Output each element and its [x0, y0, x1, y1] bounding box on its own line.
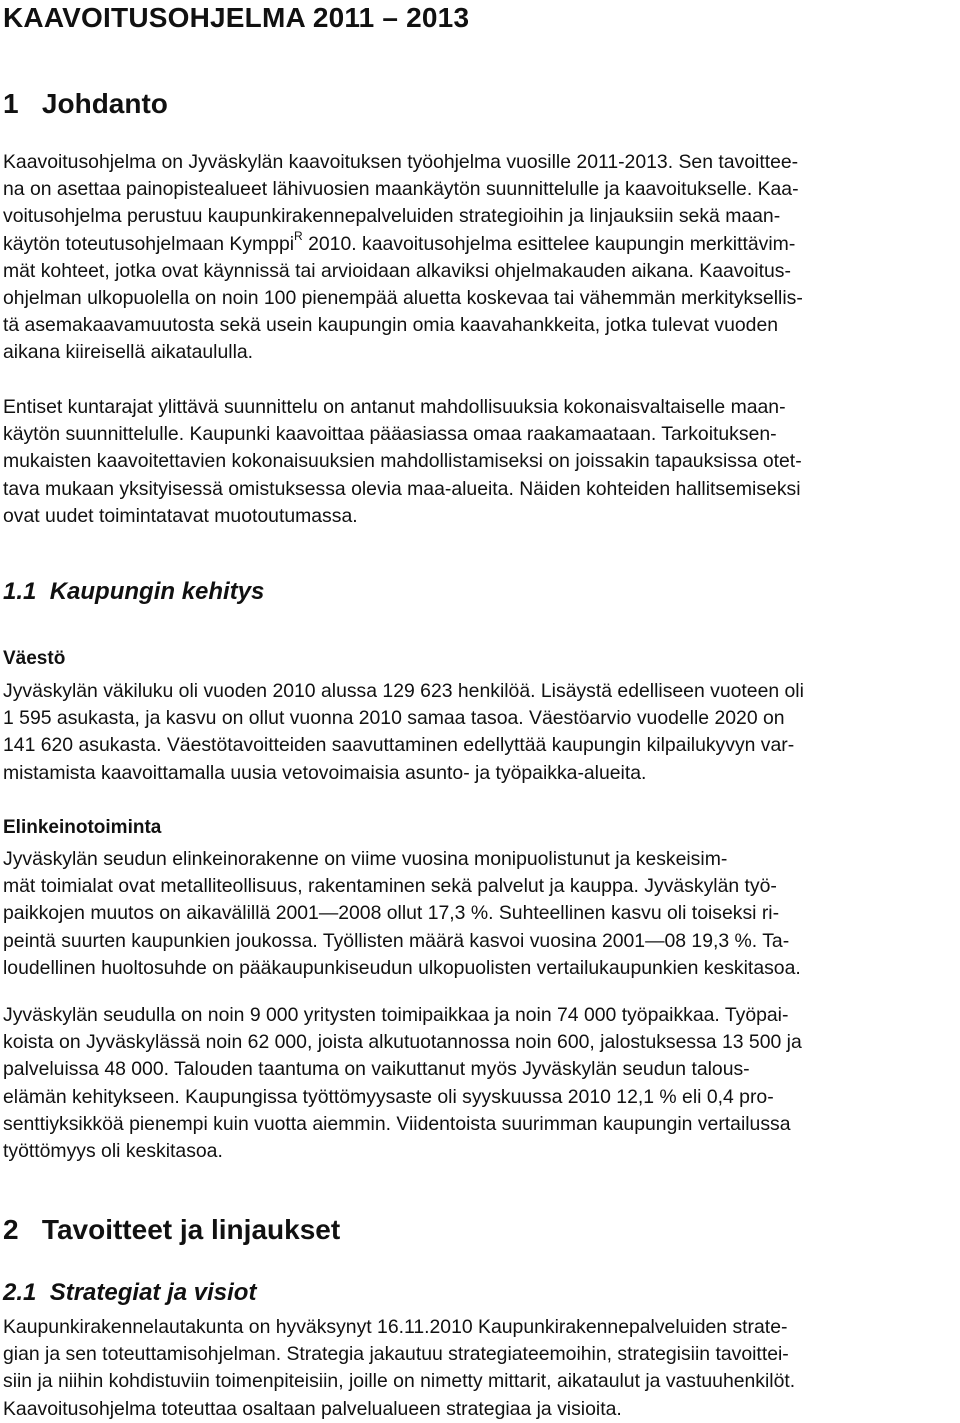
subheading-vaesto: Väestö	[3, 648, 66, 669]
business-paragraph	[3, 846, 801, 982]
strategy-paragraph	[3, 1314, 795, 1423]
subheading-elinkeinotoiminta: Elinkeinotoiminta	[3, 817, 162, 838]
population-paragraph	[3, 678, 804, 787]
text-line: Jyväskylän seudulla on noin 9 000 yritysten toimipaikkaa ja noin 74 000 työpaikkaa. Työpai-	[3, 1004, 789, 1026]
heading-1-1-title: Kaupungin kehitys	[49, 578, 265, 605]
text-line: mukaisten kaavoitettavien kokonaisuuksien mahdollistamiseksi on joissakin tapauksissa otet-	[3, 450, 802, 473]
document-title: KAAVOITUSOHJELMA 2011 – 2013	[3, 2, 470, 33]
intro-paragraph	[3, 149, 803, 367]
heading-1	[3, 86, 168, 122]
heading-1-1	[3, 577, 264, 607]
text-line: tä asemakaavamuutosta sekä usein kaupungin omia kaavahankkeita, jotka tulevat vuoden	[3, 314, 779, 337]
text-line: ohjelman ulkopuolella on noin 100 pienempää aluetta koskevaa tai vähemmän merkityksellis-	[3, 287, 803, 310]
text-line: peintä suurten kaupunkien joukossa. Työllisten määrä kasvoi vuosina 2001—08 19,3 %. Ta-	[3, 929, 790, 952]
text-line: senttiyksikköä pienempi kuin vuotta aiemmin. Viidentoista suurimman kaupungin vertailussa	[3, 1112, 791, 1135]
heading-2-1-title: Strategiat ja visiot	[49, 1279, 257, 1306]
text-line: koista on Jyväskylässä noin 62 000, joista alkutuotannossa noin 600, jalostuksessa 13 500 ja	[3, 1031, 802, 1054]
text-line: loudellinen huoltosuhde on pääkaupunkiseudun ulkopuolisten vertailukaupunkien keskitasoa.	[3, 956, 801, 979]
text-line: mät kohteet, jotka ovat käynnissä tai arvioidaan alkaviksi ohjelmakauden aikana. Kaavoitus-	[3, 259, 791, 282]
text-line: työttömyys oli keskitasoa.	[3, 1140, 223, 1163]
text-line: na on asettaa painopistealueet lähivuosien maankäytön suunnittelulle ja kaavoitukselle. Kaa-	[3, 178, 799, 201]
heading-1-1-number: 1.1	[3, 578, 37, 605]
employment-paragraph	[3, 1002, 802, 1165]
text-line: Kaupunkirakennelautakunta on hyväksynyt 16.11.2010 Kaupunkirakennepalveluiden strate-	[3, 1316, 788, 1338]
text-line: 1 595 asukasta, ja kasvu on ollut vuonna 2010 samaa tasoa. Väestöarvio vuodelle 2020 on	[3, 707, 785, 730]
text-line-with-superscript	[3, 231, 803, 258]
heading-2	[3, 1212, 340, 1248]
text-line: Entiset kuntarajat ylittävä suunnittelu on antanut mahdollisuuksia kokonaisvaltaiselle maan-	[3, 396, 786, 418]
heading-2-number: 2	[3, 1214, 19, 1245]
text-line: voitusohjelma perustuu kaupunkirakennepalveluiden strategioihin ja linjauksiin sekä maan-	[3, 205, 781, 228]
text-line: elämän kehitykseen. Kaupungissa työttömyysaste oli syyskuussa 2010 12,1 % eli 0,4 pro-	[3, 1085, 774, 1108]
heading-2-1	[3, 1278, 256, 1308]
text-line: Kaavoitusohjelma on Jyväskylän kaavoituksen työohjelma vuosille 2011-2013. Sen tavoittee-	[3, 151, 799, 173]
text-line: tava mukaan yksityisessä omistuksessa olevia maa-alueita. Näiden kohteiden hallitsemiseksi	[3, 477, 801, 500]
text-line: käytön suunnittelulle. Kaupunki kaavoittaa pääasiassa omaa raakamaataan. Tarkoituksen-	[3, 423, 777, 446]
text-line: Jyväskylän väkiluku oli vuoden 2010 alussa 129 623 henkilöä. Lisäystä edelliseen vuoteen oli	[3, 680, 804, 702]
text-line: mät toimialat ovat metalliteollisuus, rakentaminen sekä palvelut ja kauppa. Jyväskylän työ-	[3, 875, 777, 898]
planning-paragraph	[3, 394, 802, 530]
text-line: 141 620 asukasta. Väestötavoitteiden saavuttaminen edellyttää kaupungin kilpailukyvyn var-	[3, 734, 795, 757]
text-line: palveluissa 48 000. Talouden taantuma on vaikuttanut myös Jyväskylän seudun talous-	[3, 1058, 750, 1081]
superscript-r: R	[294, 229, 303, 244]
text-line: paikkojen muutos on aikavälillä 2001—2008 ollut 17,3 %. Suhteellinen kasvu oli toiseksi ri-	[3, 902, 780, 925]
text-line: siin ja niihin kohdistuviin toimenpiteisiin, joille on nimetty mittarit, aikataulut ja vastuuhenkilöt.	[3, 1370, 796, 1393]
text-line: gian ja sen toteuttamisohjelman. Strategia jakautuu strategiateemoihin, strategisiin tavoittei-	[3, 1343, 789, 1366]
heading-1-number: 1	[3, 88, 19, 119]
heading-2-title: Tavoitteet ja linjaukset	[41, 1214, 341, 1245]
text-line: Jyväskylän seudun elinkeinorakenne on viime vuosina monipuolistunut ja keskeisim-	[3, 848, 728, 870]
text-fragment: 2010. kaavoitusohjelma esittelee kaupungin merkittävim-	[302, 232, 796, 255]
text-fragment: käytön toteutusohjelmaan Kymppi	[3, 232, 295, 255]
text-line: ovat uudet toimintatavat muotoutumassa.	[3, 504, 358, 527]
text-line: mistamista kaavoittamalla uusia vetovoimaisia asunto- ja työpaikka-alueita.	[3, 761, 647, 784]
heading-1-title: Johdanto	[41, 88, 168, 119]
text-line: Kaavoitusohjelma toteuttaa osaltaan palvelualueen strategiaa ja visioita.	[3, 1397, 622, 1420]
heading-2-1-number: 2.1	[3, 1279, 37, 1306]
text-line: aikana kiireisellä aikataululla.	[3, 341, 254, 364]
